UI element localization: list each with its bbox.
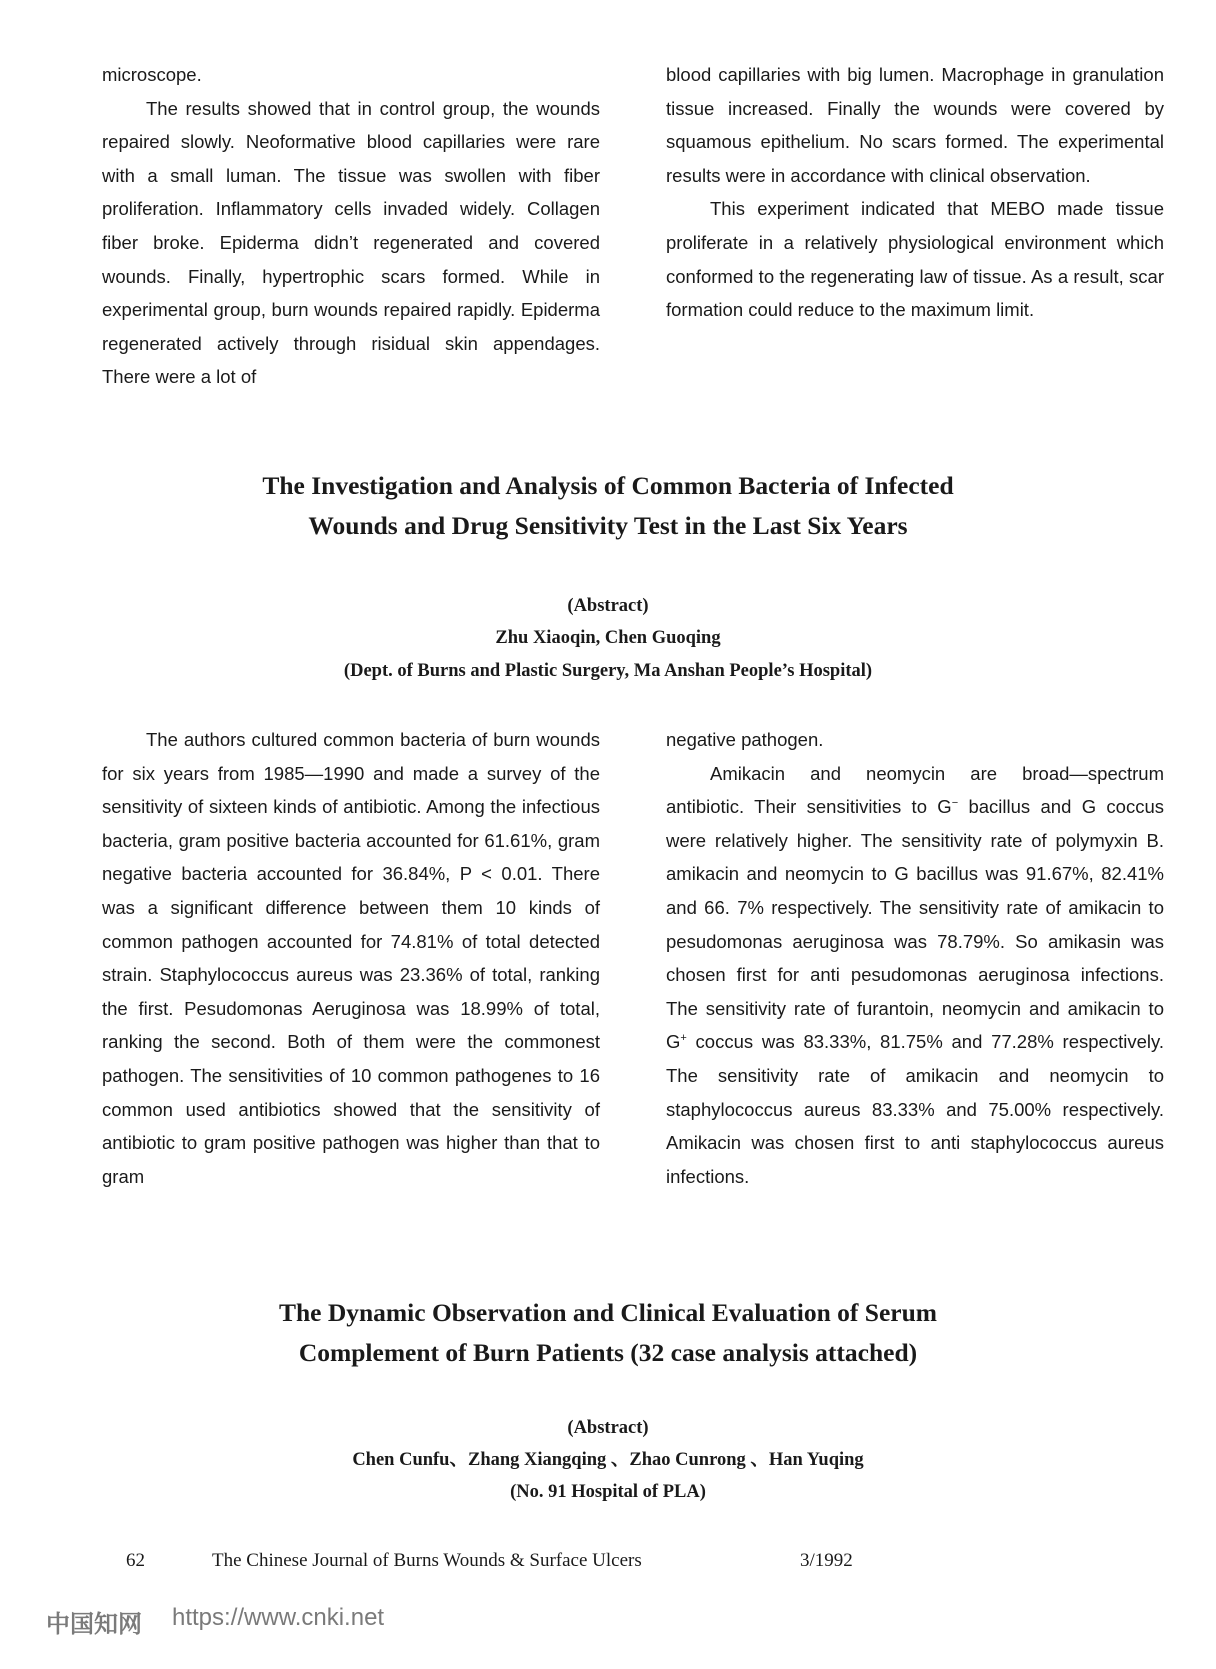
paragraph: microscope. xyxy=(102,64,202,85)
text-span: Amikacin and neomycin are broad—spectrum antibiotic. Their sensitivities to G xyxy=(666,762,1164,818)
top-right-column xyxy=(666,58,1164,327)
superscript: + xyxy=(680,1032,687,1045)
authors: Zhu Xiaoqin, Chen Guoqing xyxy=(495,628,721,648)
article1-right-column xyxy=(666,723,1164,1193)
article-title-line: The Investigation and Analysis of Common Bacteria of Infected xyxy=(262,471,954,500)
article-title-line: Complement of Burn Patients (32 case analysis attached) xyxy=(298,1338,918,1367)
superscript: − xyxy=(951,797,959,810)
article1-left-column xyxy=(102,723,600,1193)
text-span: bacillus and G coccus were relatively higher. The sensitivity rate of polymyxin B. amikacin and neomycin to G bacillus was 91.67%, 82.41% and 66. 7% respectively. The sensitivity rate of amikacin to pesudomonas aeruginosa was 78.79%. So amikasin was chosen first for anti pesudomonas aeruginosa infections. The sensitivity rate of furantoin, neomycin and amikacin to G xyxy=(666,796,1164,1053)
paragraph: negative pathogen. xyxy=(666,729,824,750)
affiliation: (No. 91 Hospital of PLA) xyxy=(510,1482,706,1502)
paragraph: This experiment indicated that MEBO made tissue proliferate in a relatively physiological environment which conformed to the regenerating law of tissue. As a result, scar formation could reduce to the maximum limit. xyxy=(666,198,1164,321)
paragraph: The results showed that in control group, the wounds repaired slowly. Neoformative blood capillaries were rare with a small luman. The tissue was swollen with fiber proliferation. Inflammatory cells invaded widely. Collagen fiber broke. Epiderma didn’t regenerated and covered wounds. Finally, hypertrophic scars formed. While in experimental group, burn wounds repaired rapidly. Epiderma regenerated actively through risidual skin appendages. There were a lot of xyxy=(102,97,600,388)
top-left-column xyxy=(102,58,600,394)
authors: Chen Cunfu、Zhang Xiangqing 、Zhao Cunrong 、Han Yuqing xyxy=(352,1450,864,1470)
affiliation: (Dept. of Burns and Plastic Surgery, Ma Anshan People’s Hospital) xyxy=(343,661,873,681)
paragraph: The authors cultured common bacteria of burn wounds for six years from 1985—1990 and made a survey of the sensitivity of sixteen kinds of antibiotic. Among the infectious bacteria, gram positive bacteria accounted for 61.61%, gram negative bacteria accounted for 36.84%, P < 0.01. There was a significant difference between them 10 kinds of common pathogen accounted for 74.81% of total detected strain. Staphylococcus aureus was 23.36% of total, ranking the first. Pesudomonas Aeruginosa was 18.99% of total, ranking the second. Both of them were the commonest pathogen. The sensitivities of 10 common pathogenes to 16 common used antibiotics showed that the sensitivity of antibiotic to gram positive pathogen was higher than that to gram xyxy=(102,729,600,1187)
article-title xyxy=(0,1293,1216,1373)
paragraph: blood capillaries with big lumen. Macrophage in granulation tissue increased. Finally the wounds were covered by squamous epithelium. No scars formed. The experimental results were in accordance with clinical observation. xyxy=(666,64,1164,186)
journal-name: The Chinese Journal of Burns Wounds & Surface Ulcers xyxy=(212,1550,642,1571)
article-title xyxy=(0,466,1216,546)
cnki-logo: 中国知网 xyxy=(46,1611,142,1638)
cnki-url[interactable]: https://www.cnki.net xyxy=(172,1604,385,1631)
abstract-label: (Abstract) xyxy=(567,1418,649,1438)
article-title-line: Wounds and Drug Sensitivity Test in the Last Six Years xyxy=(308,511,908,540)
abstract-label: (Abstract) xyxy=(567,596,649,616)
paragraph xyxy=(666,757,1164,1194)
page-number: 62 xyxy=(126,1550,145,1571)
issue-number: 3/1992 xyxy=(800,1550,853,1571)
article-title-line: The Dynamic Observation and Clinical Evaluation of Serum xyxy=(278,1298,938,1327)
text-span: coccus was 83.33%, 81.75% and 77.28% respectively. The sensitivity rate of amikacin and neomycin to staphylococcus aureus 83.33% and 75.00% respectively. Amikacin was chosen first to anti staphylococcus aureus infections. xyxy=(666,1031,1164,1187)
